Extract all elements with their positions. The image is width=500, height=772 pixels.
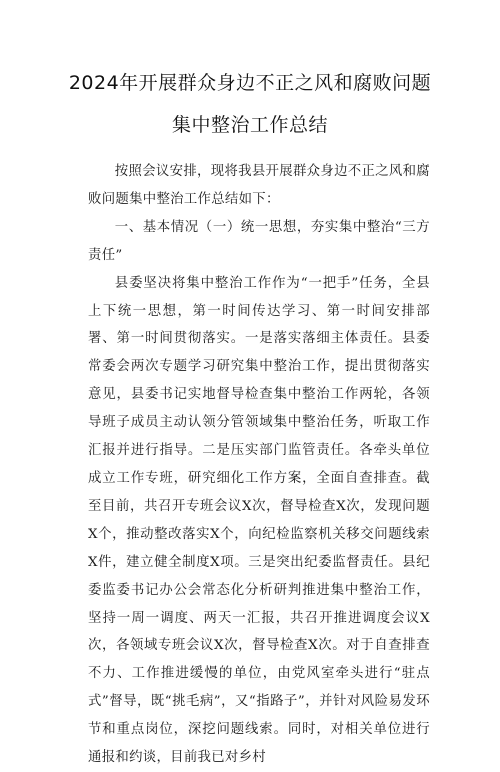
document-body [88,158,430,772]
paragraph-intro: 按照会议安排，现将我县开展群众身边不正之风和腐败问题集中整治工作总结如下： [88,164,430,207]
paragraph-main: 县委坚决将集中整治工作作为“一把手”任务，全县上下统一思想，第一时间传达学习、第一时间安排部署、第一时间贯彻落实。一是落实落细主体责任。县委常委会两次专题学习研究集中整治工作，提出贯彻落实意见，县委书记实地督导检查集中整治工作两轮，各领导班子成员主动认领分管领域集中整治任务，听取工作汇报并进行指导。二是压实部门监管责任。各牵头单位成立工作专班，研究细化工作方案，全面自查排查。截至目前，共召开专班会议X次，督导检查X次，发现问题X个，推动整改落实X个，向纪检监察机关移交问题线索X件，建立健全制度X项。三是突出纪委监督责任。县纪委监委书记办公会常态化分析研判推进集中整治工作，坚持一周一调度、两天一汇报，共召开推进调度会议X次，各领域专班会议X次，督导检查X次。对于自查排查不力、工作推进缓慢的单位，由党风室牵头进行“驻点式”督导，既“挑毛病”，又“指路子”，并针对风险易发环节和重点岗位，深挖问题线索。同时，对相关单位进行通报和约谈，目前我已对乡村 [88,275,430,766]
document-title-line-1: 2024年开展群众身边不正之风和腐败问题 [68,72,432,94]
paragraph-section-heading: 一、基本情况（一）统一思想，夯实集中整治“三方责任” [88,219,430,263]
document-title-line-2: 集中整治工作总结 [171,114,328,136]
